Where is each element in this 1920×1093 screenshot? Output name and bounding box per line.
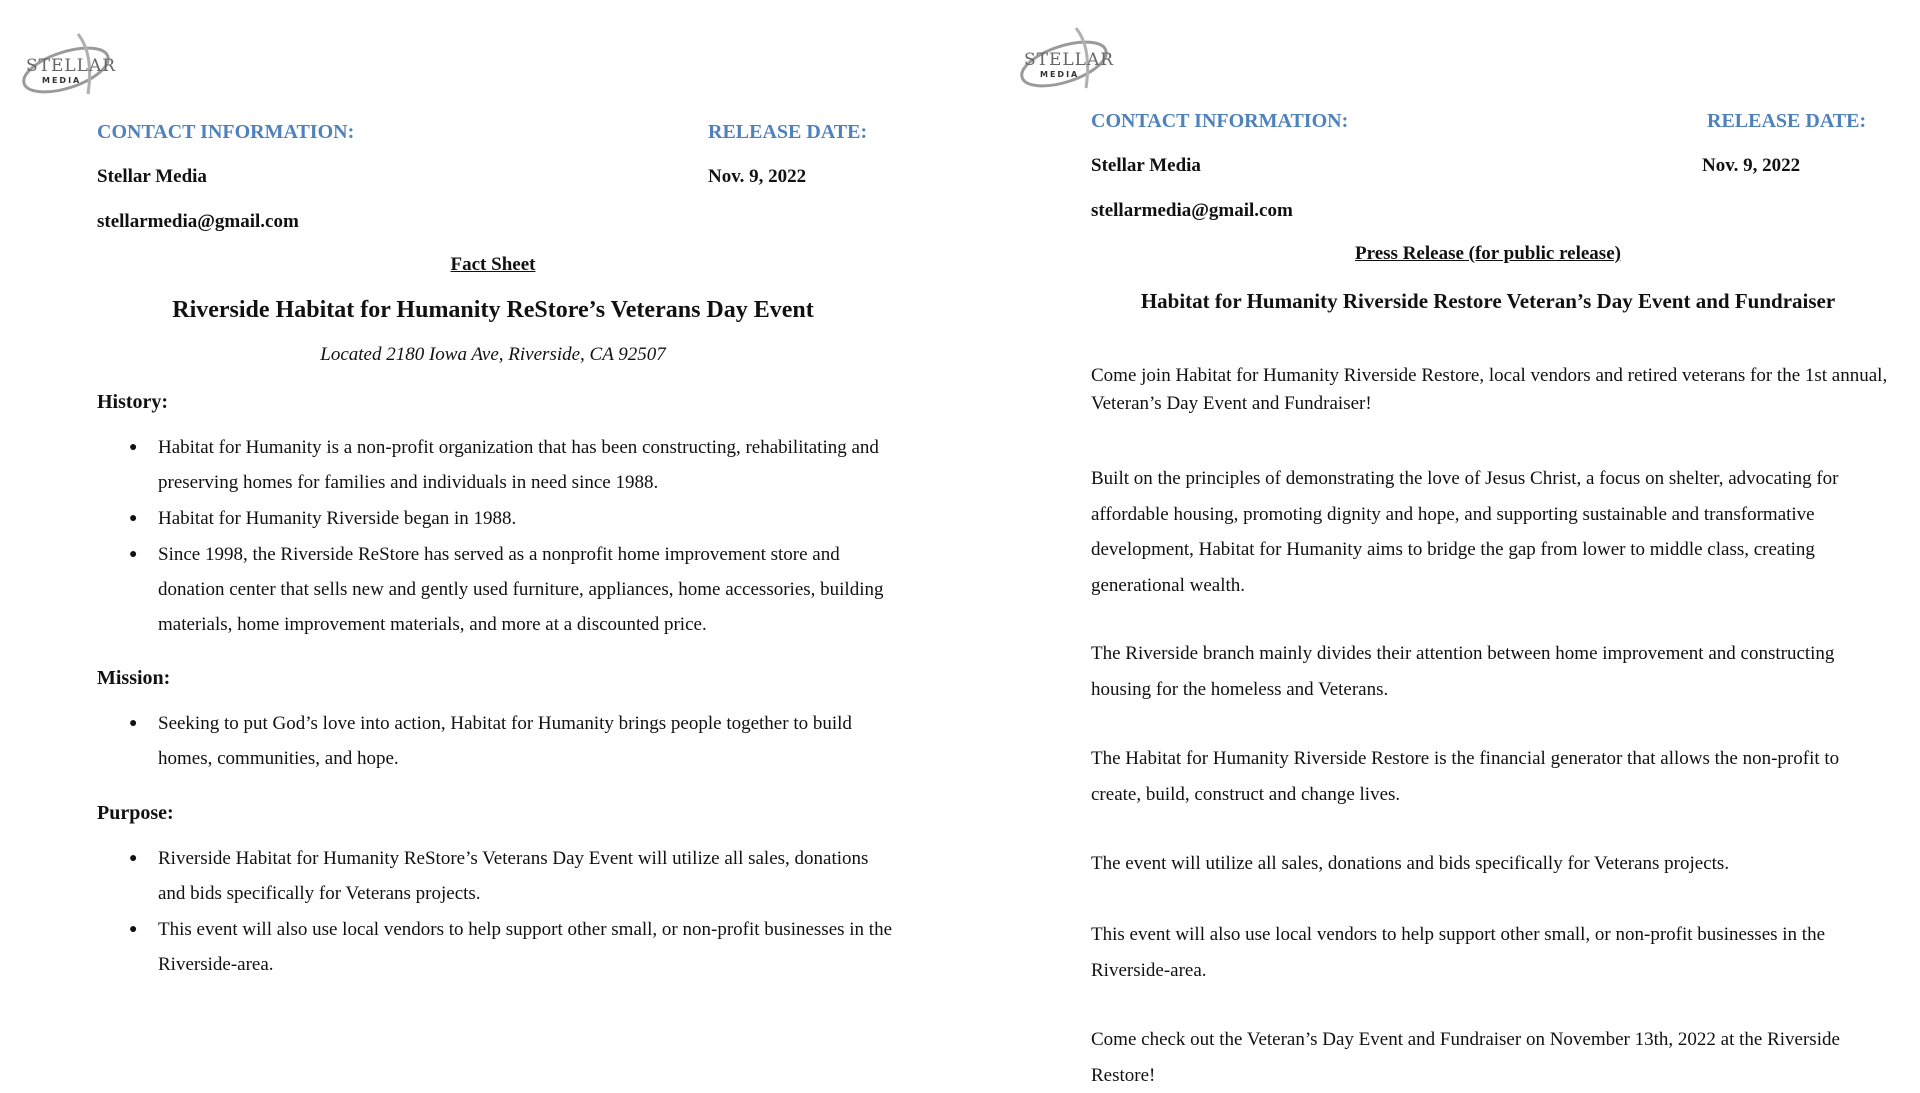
body-paragraph: The Habitat for Humanity Riverside Restore is the financial generator that allows the non-profit to create, build, construct and change lives. bbox=[1091, 748, 1840, 805]
history-heading: History: bbox=[97, 391, 169, 413]
release-date-value: Nov. 9, 2022 bbox=[1702, 155, 1801, 176]
bullet-icon: ● bbox=[129, 547, 138, 562]
mission-list bbox=[97, 706, 897, 777]
bullet-text: Seeking to put God’s love into action, Habitat for Humanity brings people together to build homes, communities, and hope. bbox=[158, 713, 852, 769]
purpose-list bbox=[97, 841, 897, 983]
purpose-heading: Purpose: bbox=[97, 802, 174, 824]
bullet-text: Habitat for Humanity is a non-profit organization that has been constructing, rehabilitating and preserving homes for families and individuals in need since 1988. bbox=[158, 437, 879, 493]
logo-subtext: MEDIA bbox=[42, 76, 82, 85]
press-release-page bbox=[1000, 0, 1920, 1086]
contact-information-label: CONTACT INFORMATION: bbox=[1091, 110, 1349, 132]
contact-email: stellarmedia@gmail.com bbox=[1091, 200, 1293, 221]
fact-sheet-headline: Riverside Habitat for Humanity ReStore’s Veterans Day Event bbox=[172, 297, 814, 323]
logo-text: STELLAR bbox=[1024, 50, 1115, 70]
bullet-icon: ● bbox=[129, 851, 138, 866]
stellar-media-logo bbox=[18, 24, 128, 104]
bullet-icon: ● bbox=[129, 440, 138, 455]
press-release-headline: Habitat for Humanity Riverside Restore Veteran’s Day Event and Fundraiser bbox=[1140, 289, 1836, 313]
release-date-label: RELEASE DATE: bbox=[1707, 110, 1867, 132]
contact-information-label: CONTACT INFORMATION: bbox=[97, 121, 355, 143]
list-item bbox=[97, 430, 897, 500]
bullet-text: This event will also use local vendors to help support other small, or non-profit businesses in the Riverside-area. bbox=[158, 919, 893, 975]
logo-subtext: MEDIA bbox=[1040, 70, 1080, 79]
stellar-media-logo bbox=[1016, 18, 1126, 98]
bullet-icon: ● bbox=[129, 922, 138, 937]
release-date-label: RELEASE DATE: bbox=[708, 121, 868, 143]
bullet-icon: ● bbox=[129, 716, 138, 731]
mission-heading: Mission: bbox=[97, 667, 171, 689]
bullet-text: Since 1998, the Riverside ReStore has served as a nonprofit home improvement store and donation center that sells new and gently used furniture, appliances, home accessories, building materials, home improvement materials, and more at a discounted price. bbox=[158, 544, 884, 635]
body-paragraph: This event will also use local vendors to help support other small, or non-profit businesses in the Riverside-area. bbox=[1091, 924, 1826, 981]
bullet-icon: ● bbox=[129, 511, 138, 526]
list-item bbox=[97, 706, 897, 776]
organization-name: Stellar Media bbox=[1091, 155, 1201, 176]
body-paragraph: Come check out the Veteran’s Day Event and Fundraiser on November 13th, 2022 at the Riverside Restore! bbox=[1091, 1029, 1840, 1086]
bullet-text: Habitat for Humanity Riverside began in 1988. bbox=[158, 508, 517, 529]
list-item bbox=[97, 841, 897, 911]
event-location: Located 2180 Iowa Ave, Riverside, CA 92507 bbox=[320, 344, 666, 365]
release-date-value: Nov. 9, 2022 bbox=[708, 166, 807, 187]
fact-sheet-page bbox=[0, 0, 960, 1080]
history-list bbox=[97, 430, 897, 643]
bullet-text: Riverside Habitat for Humanity ReStore’s Veterans Day Event will utilize all sales, donations and bids specifically for Veterans projects. bbox=[158, 848, 869, 904]
contact-email: stellarmedia@gmail.com bbox=[97, 211, 299, 232]
body-paragraph: The event will utilize all sales, donations and bids specifically for Veterans projects. bbox=[1091, 853, 1730, 874]
body-paragraph: Come join Habitat for Humanity Riverside Restore, local vendors and retired veterans for the 1st annual, Veteran’s Day Event and Fundraiser! bbox=[1091, 365, 1888, 414]
list-item bbox=[97, 912, 897, 982]
document-type-title: Fact Sheet bbox=[450, 254, 536, 275]
organization-name: Stellar Media bbox=[97, 166, 207, 187]
body-paragraph: The Riverside branch mainly divides their attention between home improvement and constructing housing for the homeless and Veterans. bbox=[1091, 643, 1835, 700]
list-item bbox=[97, 537, 897, 642]
document-type-title: Press Release (for public release) bbox=[1355, 243, 1621, 264]
list-item bbox=[97, 501, 897, 536]
logo-text: STELLAR bbox=[26, 56, 117, 76]
body-paragraph: Built on the principles of demonstrating the love of Jesus Christ, a focus on shelter, advocating for affordable housing, promoting dignity and hope, and supporting sustainable and transformative development, Habitat for Humanity aims to bridge the gap from lower to middle class, creating generational wealth. bbox=[1091, 468, 1839, 596]
